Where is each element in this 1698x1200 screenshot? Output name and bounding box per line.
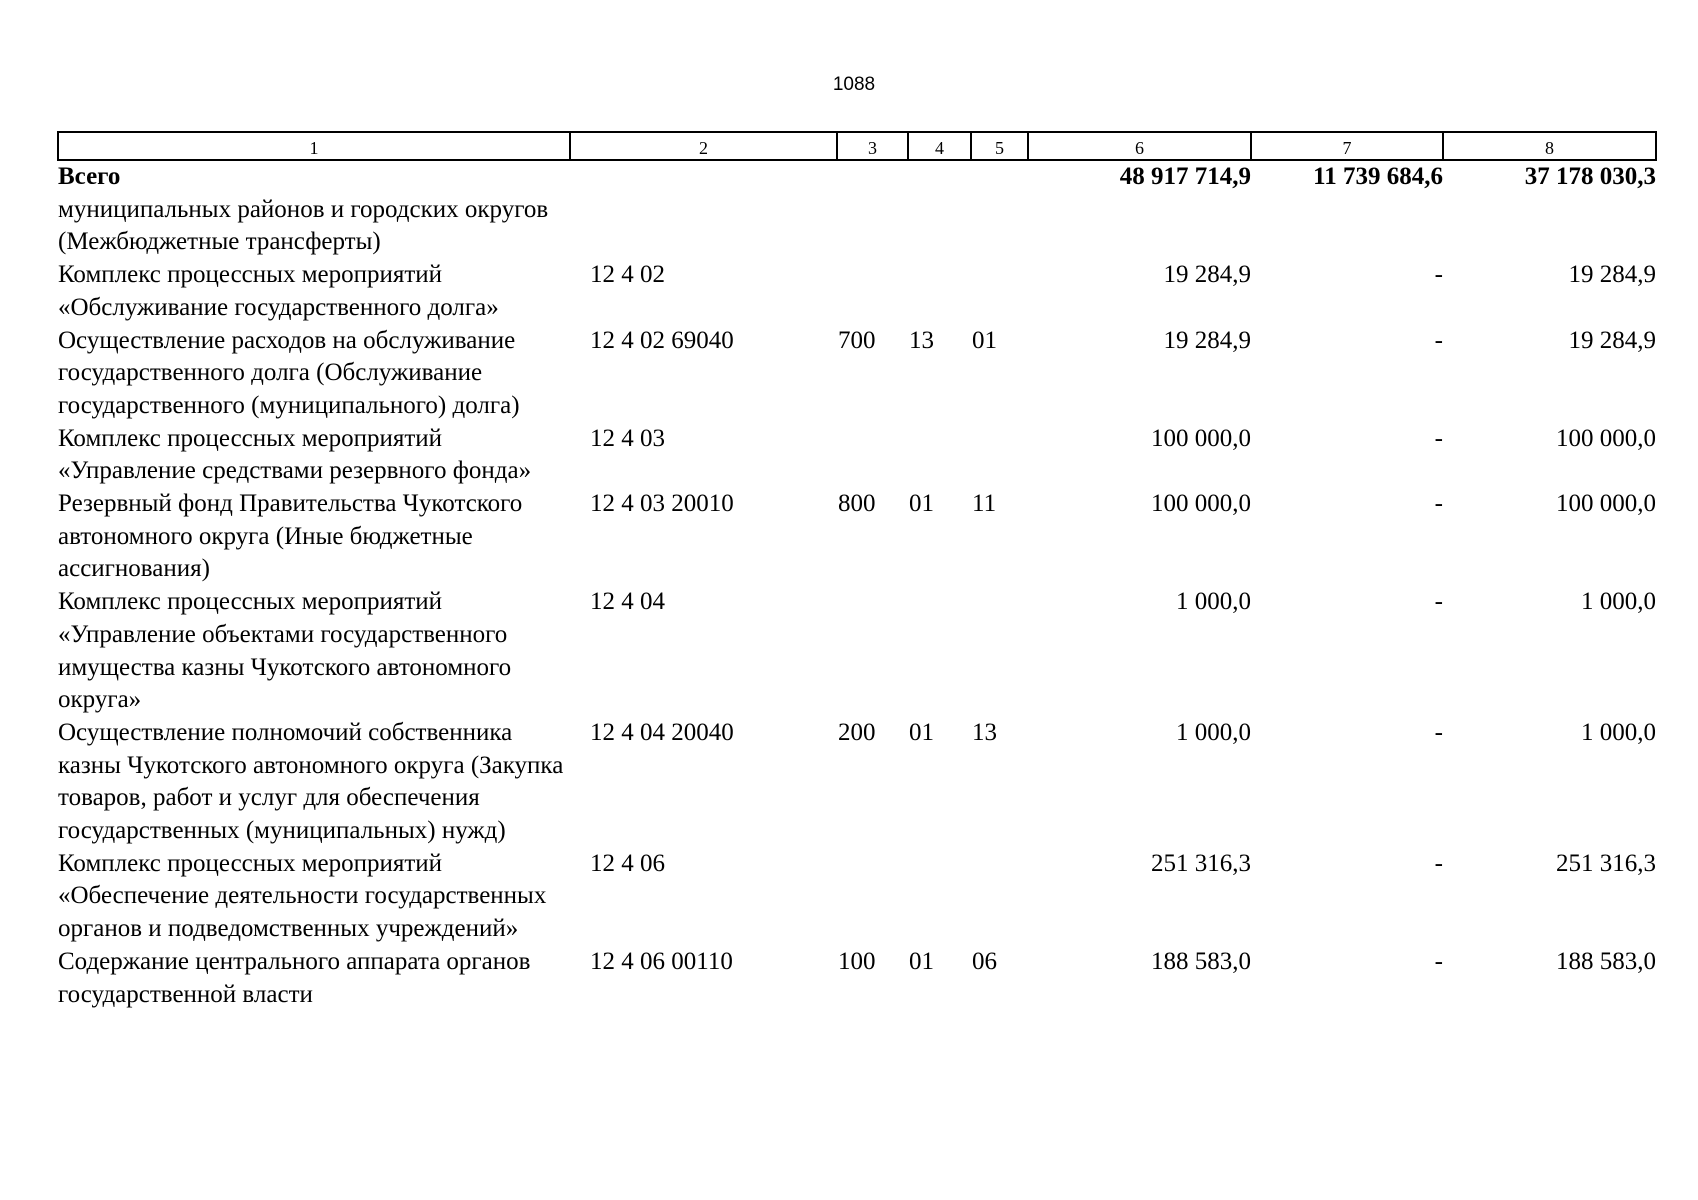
row-rz-code <box>908 423 971 488</box>
row-pr-code: 01 <box>972 326 997 354</box>
row-rz-code <box>908 848 971 946</box>
table-row <box>58 194 1656 259</box>
total-col7: 11 739 684,6 <box>1313 163 1443 190</box>
row-col6-value: 1 000,0 <box>1176 718 1251 746</box>
row-rz-code: 01 <box>909 718 934 746</box>
total-col8: 37 178 030,3 <box>1524 163 1656 190</box>
column-header-6: 6 <box>1028 132 1251 160</box>
row-name: Комплекс процессных мероприятий «Управление средствами резервного фонда» <box>58 424 532 485</box>
row-csr-code: 12 4 04 20040 <box>590 718 734 746</box>
row-col8-value: 188 583,0 <box>1556 947 1656 975</box>
row-col8-value: 100 000,0 <box>1556 424 1656 452</box>
row-vr-code: 100 <box>838 947 876 975</box>
row-pr-code: 13 <box>972 718 997 746</box>
table-row <box>58 423 1656 488</box>
table-body <box>58 194 1656 1012</box>
row-vr-code <box>837 259 908 324</box>
row-col8-value: 1 000,0 <box>1581 718 1656 746</box>
table-row <box>58 325 1656 423</box>
row-col7-value: - <box>1434 588 1443 616</box>
total-rz-cell <box>908 160 971 194</box>
column-header-3: 3 <box>837 132 908 160</box>
total-row <box>58 160 1656 194</box>
row-pr-code: 06 <box>972 947 997 975</box>
row-vr-code: 800 <box>838 490 876 518</box>
row-csr-code: 12 4 03 20010 <box>590 490 734 518</box>
row-csr-code: 12 4 06 <box>590 849 665 877</box>
budget-table <box>57 131 1657 1011</box>
table-row <box>58 946 1656 1011</box>
row-vr-code: 200 <box>838 718 876 746</box>
row-csr-code: 12 4 02 <box>590 261 665 289</box>
column-header-8: 8 <box>1443 132 1656 160</box>
row-col6-value <box>1028 194 1251 259</box>
row-col6-value: 100 000,0 <box>1151 424 1251 452</box>
row-vr-code: 700 <box>838 326 876 354</box>
row-col7-value: - <box>1434 424 1443 452</box>
row-vr-code <box>837 586 908 717</box>
total-vr-cell <box>837 160 908 194</box>
row-name: Содержание центрального аппарата органов государственной власти <box>58 947 531 1008</box>
row-rz-code <box>908 194 971 259</box>
row-rz-code: 13 <box>909 326 934 354</box>
row-col8-value: 1 000,0 <box>1581 588 1656 616</box>
row-pr-code <box>971 259 1028 324</box>
column-header-2: 2 <box>570 132 837 160</box>
row-csr-code: 12 4 04 <box>590 588 665 616</box>
row-col8-value: 19 284,9 <box>1568 326 1656 354</box>
row-name: Комплекс процессных мероприятий «Обеспечение деятельности государственных органов и подведомственных учреждений» <box>58 849 547 943</box>
column-header-4: 4 <box>908 132 971 160</box>
table-row <box>58 848 1656 946</box>
row-name: Осуществление расходов на обслуживание государственного долга (Обслуживание государственного (муниципального) долга) <box>58 326 520 419</box>
row-col7-value: - <box>1434 947 1443 975</box>
row-vr-code <box>837 848 908 946</box>
row-name: Осуществление полномочий собственника казны Чукотского автономного округа (Закупка товаров, работ и услуг для обеспечения государственных (муниципальных) нужд) <box>58 718 564 845</box>
row-vr-code <box>837 194 908 259</box>
table-row <box>58 586 1656 717</box>
total-label: Всего <box>58 163 121 190</box>
page-number: 1088 <box>832 74 876 95</box>
table-row <box>58 717 1656 848</box>
row-pr-code <box>971 586 1028 717</box>
column-header-5: 5 <box>971 132 1028 160</box>
row-col7-value: - <box>1434 490 1443 518</box>
row-vr-code <box>837 423 908 488</box>
row-rz-code <box>908 586 971 717</box>
row-name: Резервный фонд Правительства Чукотского автономного округа (Иные бюджетные ассигнования) <box>58 490 523 583</box>
row-name: муниципальных районов и городских округов (Межбюджетные трансферты) <box>58 195 549 256</box>
row-col7-value <box>1251 194 1443 259</box>
total-col6: 48 917 714,9 <box>1119 163 1251 190</box>
row-col6-value: 19 284,9 <box>1163 326 1251 354</box>
row-col6-value: 251 316,3 <box>1151 849 1251 877</box>
row-col7-value: - <box>1434 849 1443 877</box>
table-header-row <box>58 132 1656 160</box>
row-csr-code <box>570 194 837 259</box>
row-col8-value: 251 316,3 <box>1556 849 1656 877</box>
row-col7-value: - <box>1434 261 1443 289</box>
row-col8-value: 100 000,0 <box>1556 490 1656 518</box>
row-name: Комплекс процессных мероприятий «Обслуживание государственного долга» <box>58 261 499 321</box>
row-rz-code: 01 <box>909 490 934 518</box>
total-csr-cell <box>570 160 837 194</box>
row-pr-code <box>971 194 1028 259</box>
row-csr-code: 12 4 06 00110 <box>590 947 733 975</box>
row-rz-code: 01 <box>909 947 934 975</box>
row-col6-value: 1 000,0 <box>1176 588 1251 616</box>
table-row <box>58 259 1656 324</box>
row-csr-code: 12 4 03 <box>590 424 665 452</box>
row-col6-value: 188 583,0 <box>1151 947 1251 975</box>
row-col8-value <box>1443 194 1656 259</box>
column-header-1: 1 <box>58 132 570 160</box>
row-pr-code <box>971 848 1028 946</box>
row-col7-value: - <box>1434 718 1443 746</box>
row-name: Комплекс процессных мероприятий «Управление объектами государственного имущества казны Чукотского автономного округа» <box>58 588 512 714</box>
row-pr-code <box>971 423 1028 488</box>
table-row <box>58 488 1656 586</box>
row-col7-value: - <box>1434 326 1443 354</box>
column-header-7: 7 <box>1251 132 1443 160</box>
row-rz-code <box>908 259 971 324</box>
row-col8-value: 19 284,9 <box>1568 261 1656 289</box>
row-csr-code: 12 4 02 69040 <box>590 326 734 354</box>
total-pr-cell <box>971 160 1028 194</box>
row-col6-value: 100 000,0 <box>1151 490 1251 518</box>
row-col6-value: 19 284,9 <box>1163 261 1251 289</box>
row-pr-code: 11 <box>972 490 997 518</box>
